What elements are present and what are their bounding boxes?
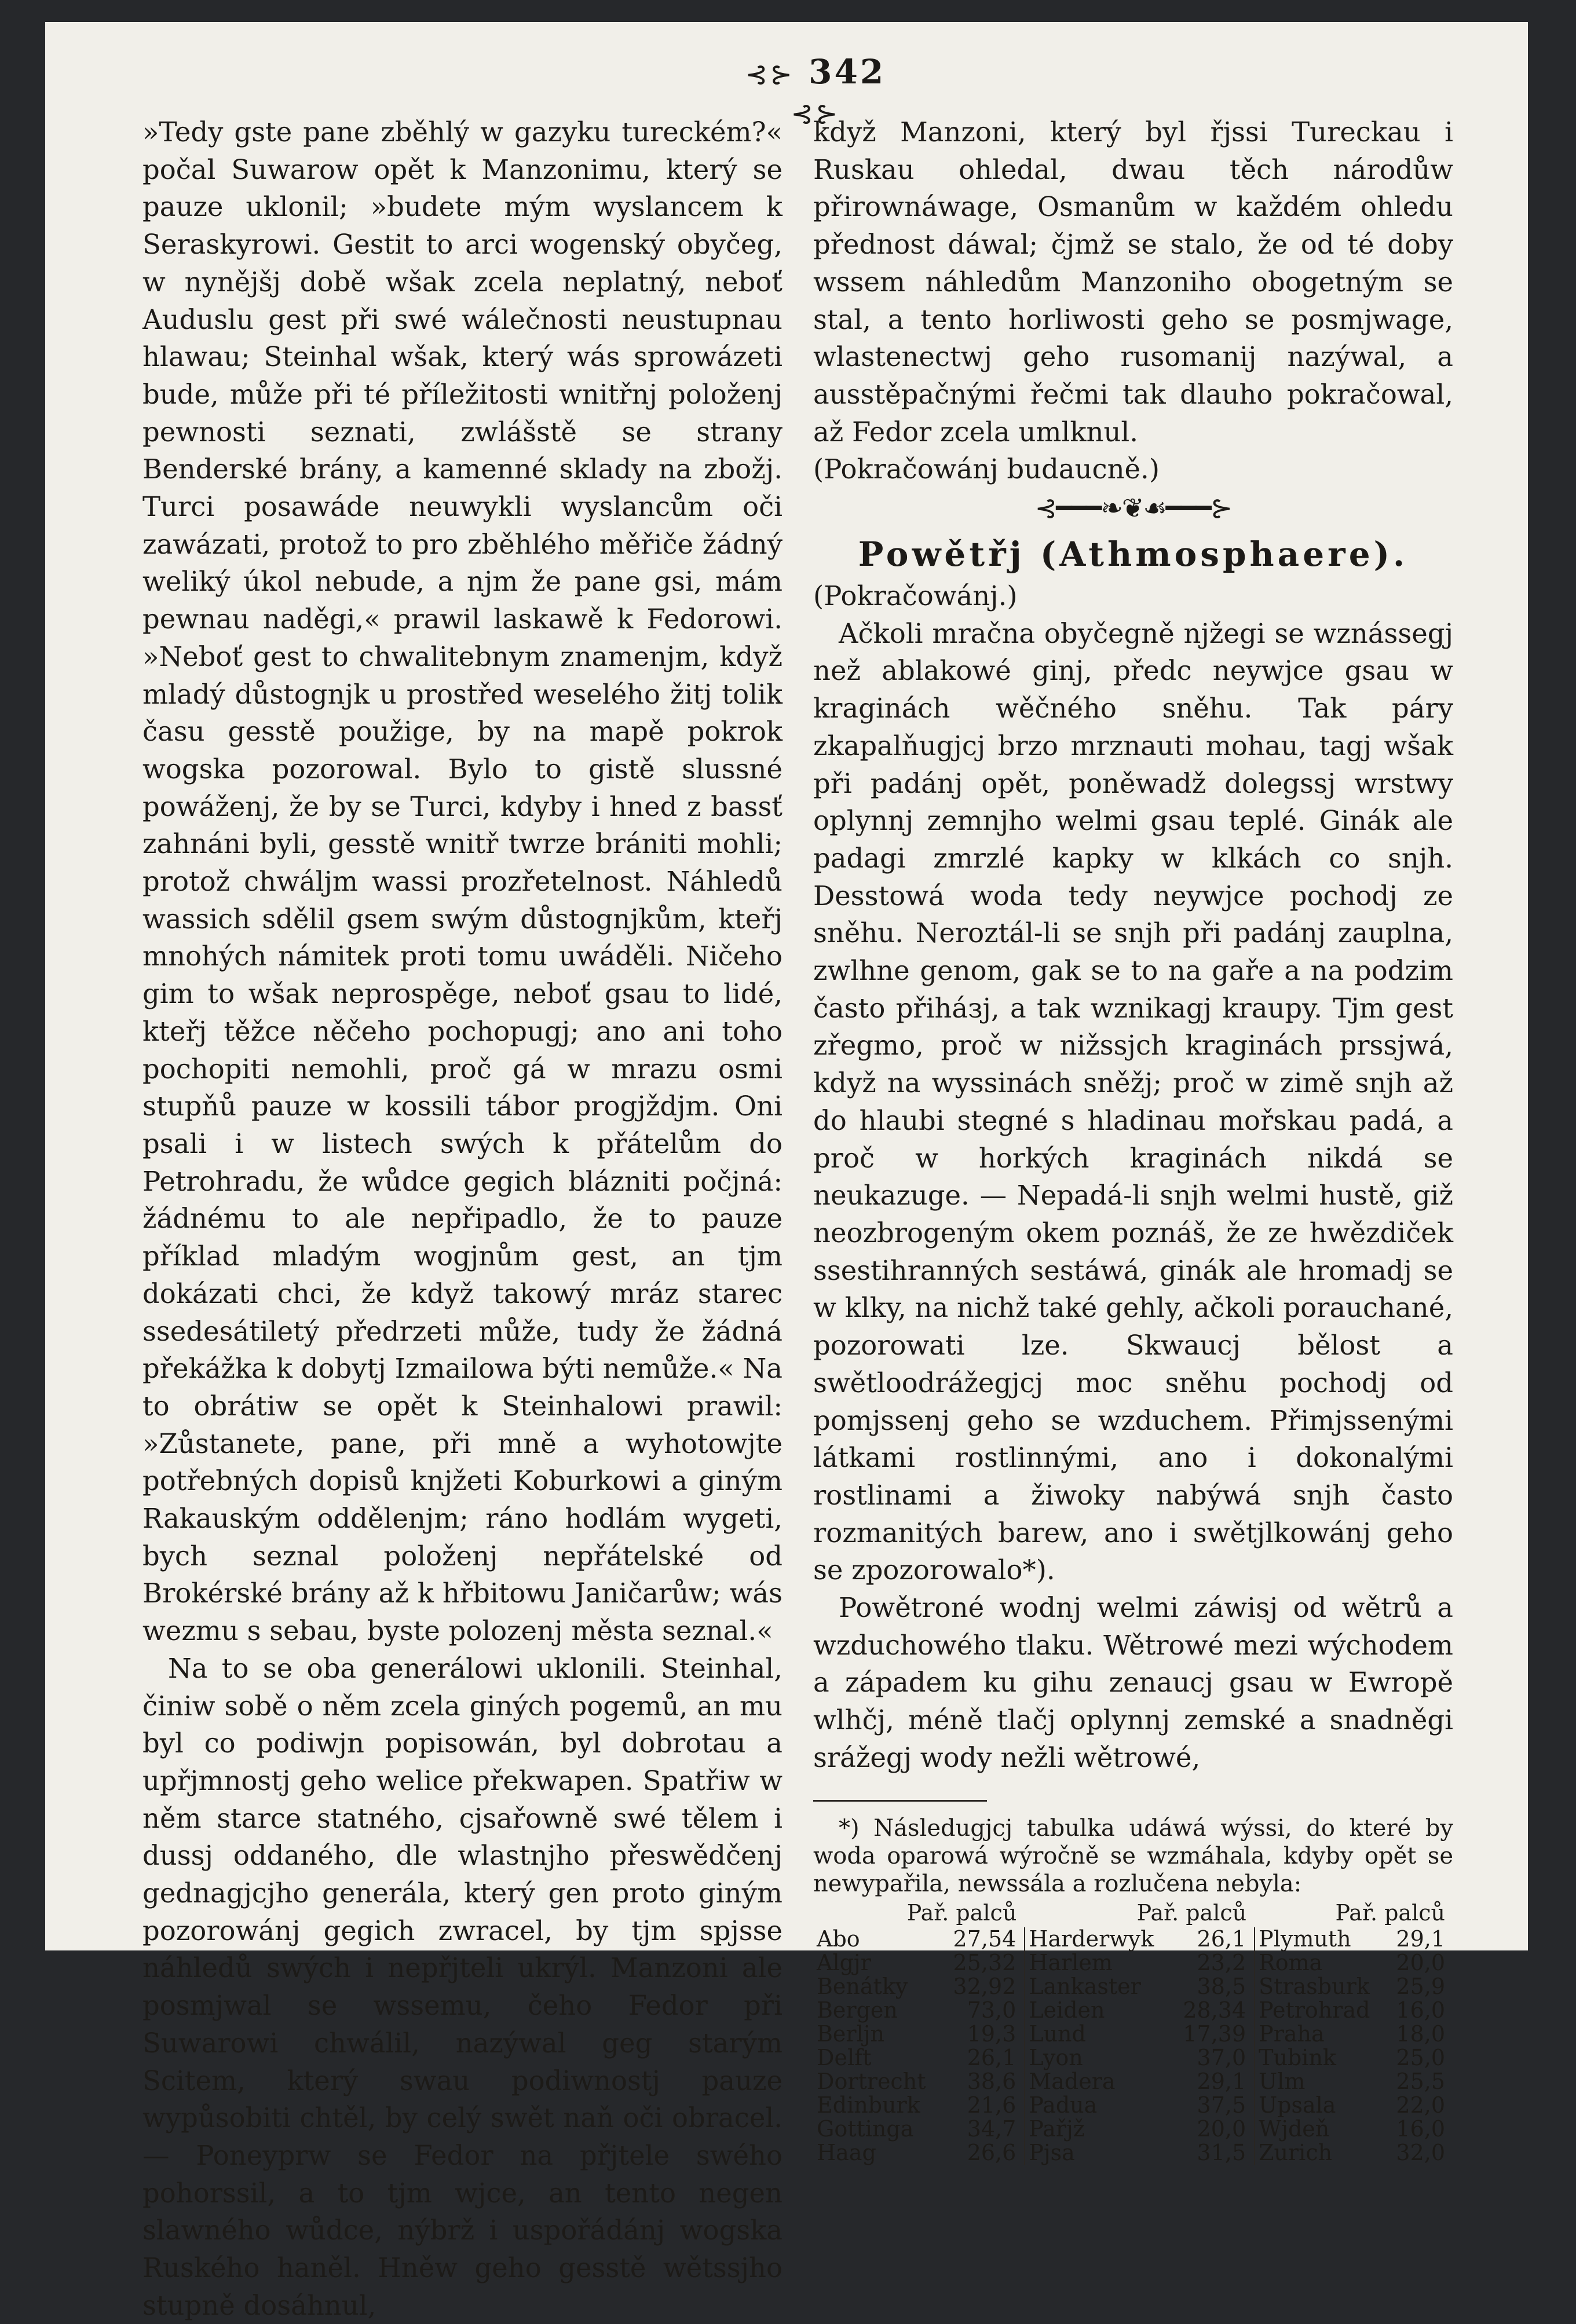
table-row <box>813 2070 1453 2094</box>
table-cell-value: 37,5 <box>1172 2094 1255 2117</box>
table-cell-value: 25,32 <box>942 1951 1025 1975</box>
table-cell-value: 38,5 <box>1172 1975 1255 1999</box>
column-header: Pař. palců <box>1136 1900 1247 1926</box>
table-cell-city: Lund <box>1029 2021 1086 2047</box>
table-cell-value: 20,0 <box>1172 2117 1255 2141</box>
continued-note: (Pokračowánj budaucně.) <box>813 453 1160 485</box>
table-cell-city: Lankaster <box>1029 1973 1141 1999</box>
evaporation-table <box>813 1901 1453 2165</box>
table-cell-city: Berljn <box>817 2021 884 2047</box>
table-cell-value: 38,6 <box>942 2070 1025 2094</box>
table-cell-value: 25,9 <box>1396 1973 1445 1999</box>
table-cell-city: Benátky <box>817 1973 908 1999</box>
table-row <box>813 1999 1453 2022</box>
section-divider-icon: ⊰━━━❧❦☙━━━⊱ <box>1034 492 1232 524</box>
footnote-rule <box>813 1800 987 1802</box>
right-paragraph-1: Ačkoli mračna obyčegně njžegi se wznássegj než ablakowé ginj, předc neywjce gsau w kraginách wěčného sněhu. Tak páry zkapalňugjcj brzo mrznauti mohau, tagj wšak při padánj opět, poněwadž dolegssj wrstwy oplynnj zemnjho welmi gsau teplé. Ginák ale padagi zmrzlé kapky w klkách co snjh. Desstowá woda tedy neywjce pochodj ze sněhu. Neroztál-li se snjh při padánj zauplna, zwlhne genom, gak se to na gaře a na podzim často přiháзj, a tak wznikagj kraupy. Tjm gest zřegmo, proč w nižssjch kraginách prssjwá, když na wyssinách sněžj; proč w zimě snjh až do hlaubi stegné s hladinau mořskau padá, a proč w horkých kraginách nikdá se neukazuge. — Nepadá-li snjh welmi hustě, giž neozbrogeným okem poznáš, že ze hwězdiček ssestihranných sestáwá, ginák ale hromadj se w klky, na nichž také gehly, ačkoli porauchané, pozorowati lze. Skwaucj bělost a swětloodrážegjcj moc sněhu pochodj od pomjssenj geho se wzduchem. Přimjssenými látkami rostlinnými, ano i dokonalými rostlinami a žiwoky nabýwá snjh často rozmanitých barew, ano i swětjlkowánj geho se zpozorowalo*). <box>813 617 1453 1586</box>
table-cell-city: Harderwyk <box>1029 1926 1154 1952</box>
left-column <box>142 114 782 2324</box>
table-row <box>813 2117 1453 2141</box>
article-title: Powětřj (Athmosphaere). <box>858 535 1409 574</box>
table-cell-value: 31,5 <box>1172 2141 1255 2165</box>
footnote-marker: *) <box>839 1814 860 1842</box>
table-cell-city: Ulm <box>1259 2068 1306 2094</box>
right-column <box>813 114 1453 2165</box>
footnote-text: Následugjcj tabulka udáwá wýssi, do které by woda oparowá wýročně se wzmáhala, kdyby opět se newypařila, newssála a rozlučena nebyla: <box>813 1814 1454 1897</box>
table-cell-value: 26,1 <box>942 2046 1025 2070</box>
left-paragraph-2: Na to se oba generálowi uklonili. Steinhal, činiw sobě o něm zcela giných pogemů, an mu byl co podiwjn popisowán, byl dobrotau a upřjmnostj geho welice překwapen. Spatřiw w něm starce statného, cjsařowně swé tělem i dussj oddaného, dle wlastnjho přeswědčenj gednagjcjho generála, který gen proto giným pozorowánj gegich zwracel, by tjm spjsse náhledů swých i nepřjteli ukrýl. Manzoni ale posmjwal se wssemu, čeho Fedor při Suwarowi chwálil, nazýwal geg starým Scitem, který swau podiwnostj pauze wypůsobiti chtěl, by celý swět naň oči obracel. — Poneyprw se Fedor na přjtele swého pohorssil, a to tjm wjce, an tento negen slawného wůdce, nýbrž i uspořádánj wogska Ruského haněl. Hněw geho gesstě wětssjho stupně dosáhnul, <box>142 1652 782 2321</box>
table-cell-city: Dortrecht <box>817 2068 926 2094</box>
table-cell-city: Tubink <box>1259 2044 1336 2070</box>
table-cell-city: Harlem <box>1029 1949 1113 1975</box>
table-cell-city: Padua <box>1029 2092 1098 2118</box>
table-cell-value: 25,0 <box>1396 2044 1445 2070</box>
table-cell-value: 17,39 <box>1172 2022 1255 2046</box>
right-paragraph-2: Powětroné wodnj welmi záwisj od wětrů a wzduchowého tlaku. Wětrowé mezi wýchodem a západem ku gihu zenaucj gsau w Ewropě wlhčj, méně tlačj oplynnj zemské a snadněgi srážegj wody nežli wětrowé, <box>813 1592 1453 1773</box>
table-row <box>813 2141 1453 2165</box>
table-row <box>813 1975 1453 1999</box>
table-cell-city: Bergen <box>817 1997 898 2023</box>
table-body <box>813 1927 1453 2165</box>
table-cell-value: 16,0 <box>1396 2116 1445 2142</box>
table-row <box>813 2022 1453 2046</box>
table-row <box>813 2094 1453 2117</box>
table-cell-value: 23,2 <box>1172 1951 1255 1975</box>
table-cell-value: 20,0 <box>1396 1949 1445 1975</box>
ornament-left-icon: ⊰⊱ <box>745 58 795 90</box>
table-cell-city: Lyon <box>1029 2044 1083 2070</box>
page <box>45 22 1528 2321</box>
table-cell-value: 32,0 <box>1396 2139 1445 2165</box>
column-header: Pař. palců <box>906 1900 1017 1926</box>
table-cell-city: Pjsa <box>1029 2139 1075 2165</box>
table-cell-value: 21,6 <box>942 2094 1025 2117</box>
table-cell-city: Gottinga <box>817 2116 914 2142</box>
right-paragraph-continued: když Manzoni, který byl řjssi Tureckau i Ruskau ohledal, dwau těch národůw přirownáwage, Osmanům w každém ohledu přednost dáwal; čjmž se stalo, že od té doby wssem náhledům Manzoniho obogetným se stal, a tento horliwosti geho se posmjwage, wlastenectwj geho rusomanij nazýwal, a ausstěpačnými řečmi tak dlauho pokračowal, až Fedor zcela umlknul. <box>813 116 1453 448</box>
table-cell-city: Strasburk <box>1259 1973 1370 1999</box>
table-cell-city: Haag <box>817 2139 876 2165</box>
table-cell-city: Wjdeň <box>1259 2116 1330 2142</box>
table-cell-city: Zurich <box>1259 2139 1333 2165</box>
table-cell-value: 18,0 <box>1396 2021 1445 2047</box>
table-cell-value: 22,0 <box>1396 2092 1445 2118</box>
page-number: 342 <box>809 52 886 92</box>
table-row <box>813 1951 1453 1975</box>
table-cell-value: 37,0 <box>1172 2046 1255 2070</box>
table-cell-value: 34,7 <box>942 2117 1025 2141</box>
table-cell-value: 27,54 <box>942 1927 1025 1951</box>
table-cell-value: 25,5 <box>1396 2068 1445 2094</box>
ornament-right-icon: ⊰⊱ <box>791 98 840 129</box>
table-cell-value: 29,1 <box>1396 1926 1445 1952</box>
table-row <box>813 2046 1453 2070</box>
table-cell-city: Abo <box>817 1926 860 1952</box>
article-subtitle: (Pokračowánj.) <box>813 580 1018 612</box>
table-cell-value: 28,34 <box>1172 1999 1255 2022</box>
table-cell-city: Plymuth <box>1259 1926 1351 1952</box>
table-cell-city: Petrohrad <box>1259 1997 1370 2023</box>
table-cell-value: 19,3 <box>942 2022 1025 2046</box>
table-cell-city: Upsala <box>1259 2092 1336 2118</box>
footnote <box>813 1814 1453 2165</box>
table-cell-value: 16,0 <box>1396 1997 1445 2023</box>
table-cell-value: 26,1 <box>1172 1927 1255 1951</box>
table-row <box>813 1927 1453 1951</box>
column-header: Pař. palců <box>1335 1900 1445 1926</box>
left-paragraph-1: »Tedy gste pane zběhlý w gazyku tureckém?« počal Suwarow opět k Manzonimu, který se pauze uklonil; »budete mým wyslancem k Seraskyrowi. Gestit to arci wogenský obyčeg, w nynějšj době wšak zcela neplatný, neboť Auduslu gest při swé wálečnosti neustupnau hlawau; Steinhal wšak, který wás sprowázeti bude, může při té příležitosti wnitřnj položenj pewnosti seznati, zwlášstě se strany Benderské brány, a kamenné sklady na zbožj. Turci posawáde neuwykli wyslancům oči zawázati, protož to pro zběhlého měřiče žádný weliký úkol nebude, a njm že pane gsi, mám pewnau naděgi,« prawil laskawě k Fedorowi. »Neboť gest to chwalitebnym znamenjm, když mladý důstognjk u prostřed weselého žitj tolik času gesstě použige, by na mapě pokrok wogska pozorowal. Bylo to gistě slussné powáženj, že by se Turci, kdyby i hned z bassť zahnáni byli, gesstě wnitř twrze brániti mohli; protož chwáljm wassi prozřetelnost. Náhledů wassich sdělil gsem swým důstognjkům, kteřj mnohých námitek proti tomu uwáděli. Ničeho gim to wšak neprospěge, neboť gsau to lidé, kteřj těžce něčeho pochopugj; ano ani toho pochopiti nemohli, proč gá w mrazu osmi stupňů pauze w kossili tábor progjždjm. Oni psali i w listech swých k přátelům do Petrohradu, že wůdce gegich blázniti počjná: žádnému to ale nepřipadlo, že to pauze příklad mladým wogjnům gest, an tjm dokázati chci, že když takowý mráz starec ssedesátiletý předrzeti může, tudy že žádná překážka k dobytj Izmailowa býti nemůže.« Na to obrátiw se opět k Steinhalowi prawil: »Zůstanete, pane, při mně a wyhotowjte potřebných dopisů knjžeti Koburkowi a giným Rakauským oddělenjm; ráno hodlám wygeti, bych seznal položenj nepřátelské od Brokérské brány až k hřbitowu Janičarůw; wás wezmu s sebau, byste polozenj města seznal.« <box>142 116 782 1647</box>
table-cell-value: 73,0 <box>942 1999 1025 2022</box>
table-cell-city: Edinburk <box>817 2092 920 2118</box>
table-header-row <box>813 1901 1453 1927</box>
table-cell-value: 29,1 <box>1172 2070 1255 2094</box>
table-cell-value: 26,6 <box>942 2141 1025 2165</box>
table-cell-city: Pařjž <box>1029 2116 1085 2142</box>
table-cell-city: Leiden <box>1029 1997 1105 2023</box>
table-cell-city: Madera <box>1029 2068 1116 2094</box>
table-cell-city: Algjr <box>817 1949 871 1975</box>
table-cell-city: Roma <box>1259 1949 1323 1975</box>
table-cell-city: Delft <box>817 2044 872 2070</box>
table-cell-value: 32,92 <box>942 1975 1025 1999</box>
table-cell-city: Praha <box>1259 2021 1325 2047</box>
